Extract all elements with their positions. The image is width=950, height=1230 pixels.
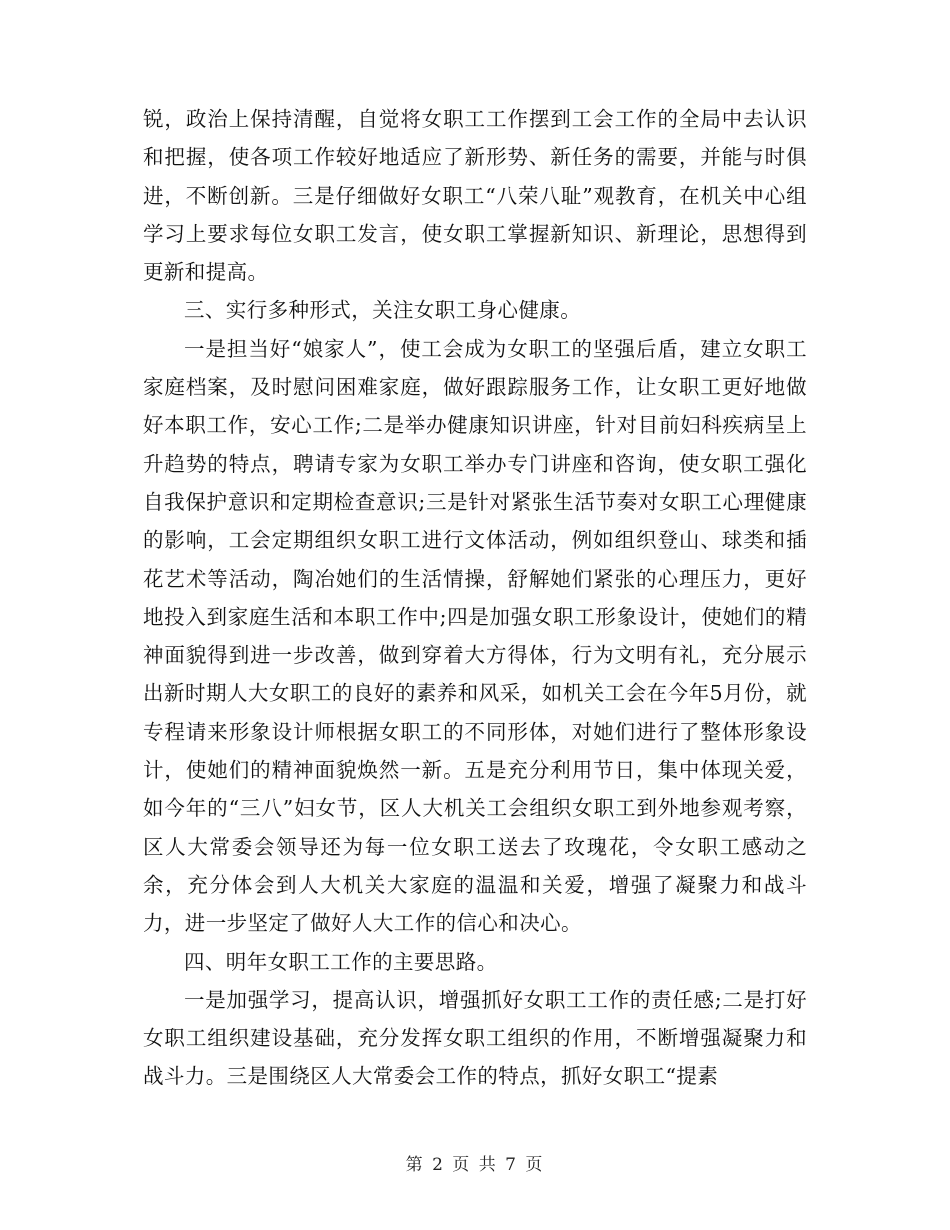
paragraph-health-measures: 一是担当好“娘家人”，使工会成为女职工的坚强后盾，建立女职工家庭档案，及时慰问困难家庭，做好跟踪服务工作，让女职工更好地做好本职工作，安心工作;二是举办健康知识讲座，针对目前妇科疾病呈上升趋势的特点，聘请专家为女职工举办专门讲座和咨询，使女职工强化自我保护意识和定期检查意识;三是针对紧张生活节奏对女职工心理健康的影响，工会定期组织女职工进行文体活动，例如组织登山、球类和插花艺术等活动，陶冶她们的生活情操，舒解她们紧张的心理压力，更好地投入到家庭生活和本职工作中;四是加强女职工形象设计，使她们的精神面貌得到进一步改善，做到穿着大方得体，行为文明有礼，充分展示出新时期人大女职工的良好的素养和风采，如机关工会在今年5月份，就专程请来形象设计师根据女职工的不同形体，对她们进行了整体形象设计，使她们的精神面貌焕然一新。五是充分利用节日，集中体现关爱，如今年的“三八”妇女节，区人大机关工会组织女职工到外地参观考察，区人大常委会领导还为每一位女职工送去了玫瑰花，令女职工感动之余，充分体会到人大机关大家庭的温温和关爱，增强了凝聚力和战斗力，进一步坚定了做好人大工作的信心和决心。 <box>143 336 807 936</box>
paragraph-continuation: 锐，政治上保持清醒，自觉将女职工工作摆到工会工作的全局中去认识和把握，使各项工作较好地适应了新形势、新任务的需要，并能与时俱进，不断创新。三是仔细做好女职工“八荣八耻”观教育，在机关中心组学习上要求每位女职工发言，使女职工掌握新知识、新理论，思想得到更新和提高。 <box>143 107 807 285</box>
document-body <box>143 100 807 1096</box>
section-heading-3: 三、实行多种形式，关注女职工身心健康。 <box>184 298 582 323</box>
paragraph-next-year-plan: 一是加强学习，提高认识，增强抓好女职工工作的责任感;二是打好女职工组织建设基础，充分发挥女职工组织的作用，不断增强凝聚力和战斗力。三是围绕区人大常委会工作的特点，抓好女职工“提素 <box>143 987 807 1089</box>
page-number-footer: 第 2 页 共 7 页 <box>405 1155 545 1175</box>
section-heading-4: 四、明年女职工工作的主要思路。 <box>184 949 498 974</box>
